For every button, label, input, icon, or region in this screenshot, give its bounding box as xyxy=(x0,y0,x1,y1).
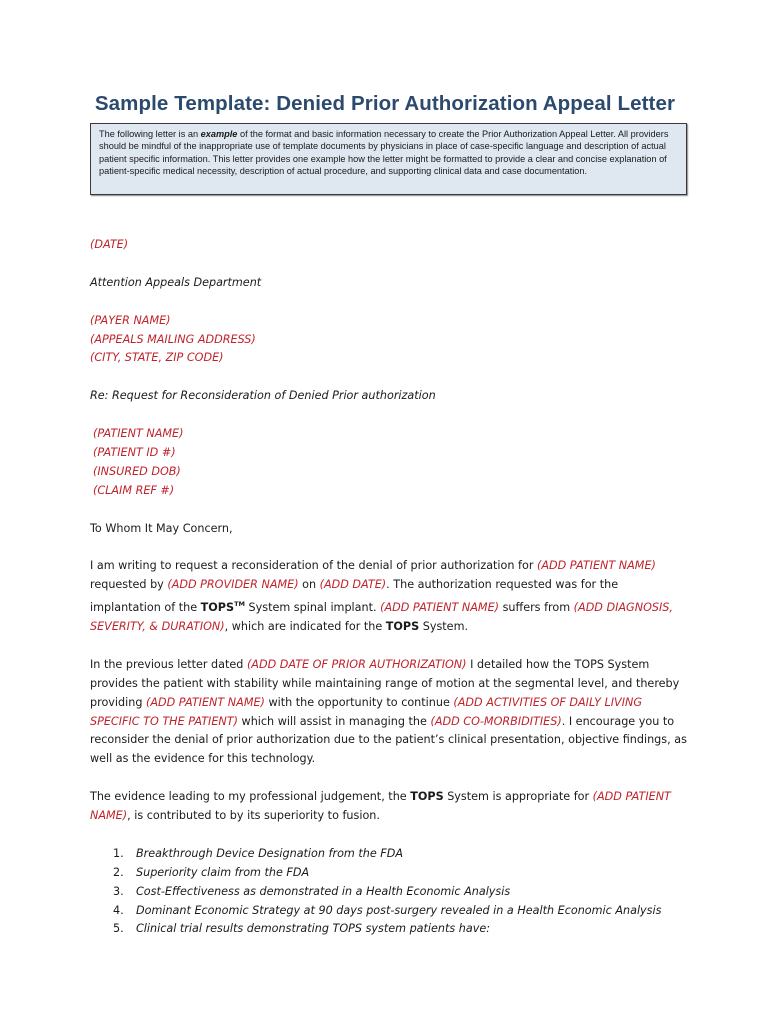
salutation: To Whom It May Concern, xyxy=(90,521,233,535)
p1-patient-name-placeholder: (ADD PATIENT NAME) xyxy=(536,559,656,573)
p1-text: I am writing to request a reconsideration of the denial of prior authorization for xyxy=(90,559,537,573)
list-item xyxy=(90,883,690,902)
p3-text: , is contributed to by its superiority to fusion. xyxy=(127,809,380,823)
p2-text: In the previous letter dated xyxy=(90,657,247,671)
re-line: Re: Request for Reconsideration of Denied Prior authorization xyxy=(90,389,436,403)
p2-patient-name-placeholder: (ADD PATIENT NAME) xyxy=(146,695,265,709)
list-item-text: Cost-Effectiveness as demonstrated in a Health Economic Analysis xyxy=(136,884,511,898)
notice-emphasis: example xyxy=(200,129,238,139)
p2-prior-auth-date-placeholder: (ADD DATE OF PRIOR AUTHORIZATION) xyxy=(246,657,467,671)
p1-text: suffers from xyxy=(499,601,574,615)
p3-text: The evidence leading to my professional judgement, the xyxy=(90,790,411,804)
p1-text: System. xyxy=(419,620,469,634)
p1-text: . The authorization requested was for the implantation of the xyxy=(90,578,619,615)
notice-text-before: The following letter is an xyxy=(99,129,201,139)
list-item-text: Superiority claim from the FDA xyxy=(136,865,310,879)
template-notice-box xyxy=(90,123,687,195)
list-item xyxy=(90,902,690,921)
list-number: 2. xyxy=(113,865,124,879)
p2-text: which will assist in managing the xyxy=(238,714,431,728)
p1-text: requested by xyxy=(90,578,168,592)
list-item xyxy=(90,864,690,883)
evidence-list xyxy=(90,845,690,940)
p1-text: System spinal implant. xyxy=(244,601,381,615)
attention-line: Attention Appeals Department xyxy=(90,275,262,289)
p1-patient-name-placeholder-2: (ADD PATIENT NAME) xyxy=(380,601,500,615)
insured-dob-placeholder: (INSURED DOB) xyxy=(93,464,181,478)
p3-text: System is appropriate for xyxy=(443,790,593,804)
payer-name-placeholder: (PAYER NAME) xyxy=(90,313,171,327)
list-number: 1. xyxy=(113,846,124,860)
document-title: Sample Template: Denied Prior Authorization Appeal Letter xyxy=(94,92,676,115)
notice-text-after: of the format and basic information necessary to create the Prior Authorization Appeal Letter. All providers should be mindful of the inappropriate use of template documents by physicians in place of case-specific language and description of actual patient specific information. This letter provides one example how the letter might be formatted to provide a clear and concise explanation of patient-specific medical necessity, description of actual procedure, and supporting clinical data and case documentation. xyxy=(99,129,669,176)
p3-tops-bold: TOPS xyxy=(410,790,444,804)
list-number: 4. xyxy=(113,903,124,917)
p2-activities-placeholder: (ADD ACTIVITIES OF DAILY LIVING SPECIFIC TO THE PATIENT) xyxy=(90,695,643,728)
p2-text: I detailed how the TOPS System provides the patient with stability while maintaining range of motion at the segmental level, and thereby providing xyxy=(90,657,680,709)
appeals-address-placeholder: (APPEALS MAILING ADDRESS) xyxy=(90,332,256,346)
list-item-text: Dominant Economic Strategy at 90 days post-surgery revealed in a Health Economic Analysis xyxy=(136,903,662,917)
list-item-text: Clinical trial results demonstrating TOPS system patients have: xyxy=(136,922,490,936)
list-number: 5. xyxy=(113,922,124,936)
letter-body xyxy=(90,236,690,939)
list-item xyxy=(90,845,690,864)
patient-name-placeholder: (PATIENT NAME) xyxy=(93,427,184,440)
p1-tops-bold: TOPS xyxy=(200,601,235,615)
date-placeholder: (DATE) xyxy=(90,238,129,251)
paragraph-request xyxy=(90,557,690,637)
p1-provider-name-placeholder: (ADD PROVIDER NAME) xyxy=(167,578,299,592)
p2-text: with the opportunity to continue xyxy=(264,695,454,709)
p1-text: , which are indicated for the xyxy=(224,620,386,634)
paragraph-previous-letter xyxy=(90,656,690,769)
p1-diagnosis-placeholder: (ADD DIAGNOSIS, SEVERITY, & DURATION) xyxy=(90,601,673,634)
p1-text: on xyxy=(298,578,320,592)
trademark-mark: TM xyxy=(234,600,245,609)
list-item-text: Breakthrough Device Designation from the FDA xyxy=(136,846,403,860)
city-state-zip-placeholder: (CITY, STATE, ZIP CODE) xyxy=(90,351,224,365)
list-item xyxy=(90,920,690,939)
patient-id-placeholder: (PATIENT ID #) xyxy=(93,445,176,459)
claim-ref-placeholder: (CLAIM REF #) xyxy=(93,483,175,497)
p1-tops-bold-2: TOPS xyxy=(385,620,420,634)
list-number: 3. xyxy=(113,884,124,898)
p2-comorbidities-placeholder: (ADD CO-MORBIDITIES) xyxy=(430,714,562,728)
p1-date-placeholder: (ADD DATE) xyxy=(319,578,387,592)
paragraph-evidence xyxy=(90,788,690,826)
p3-patient-name-placeholder: (ADD PATIENT NAME) xyxy=(90,790,671,823)
p2-text: . I encourage you to reconsider the denial of prior authorization due to the patient’s clinical presentation, objective findings, as well as the evidence for this technology. xyxy=(90,714,687,766)
